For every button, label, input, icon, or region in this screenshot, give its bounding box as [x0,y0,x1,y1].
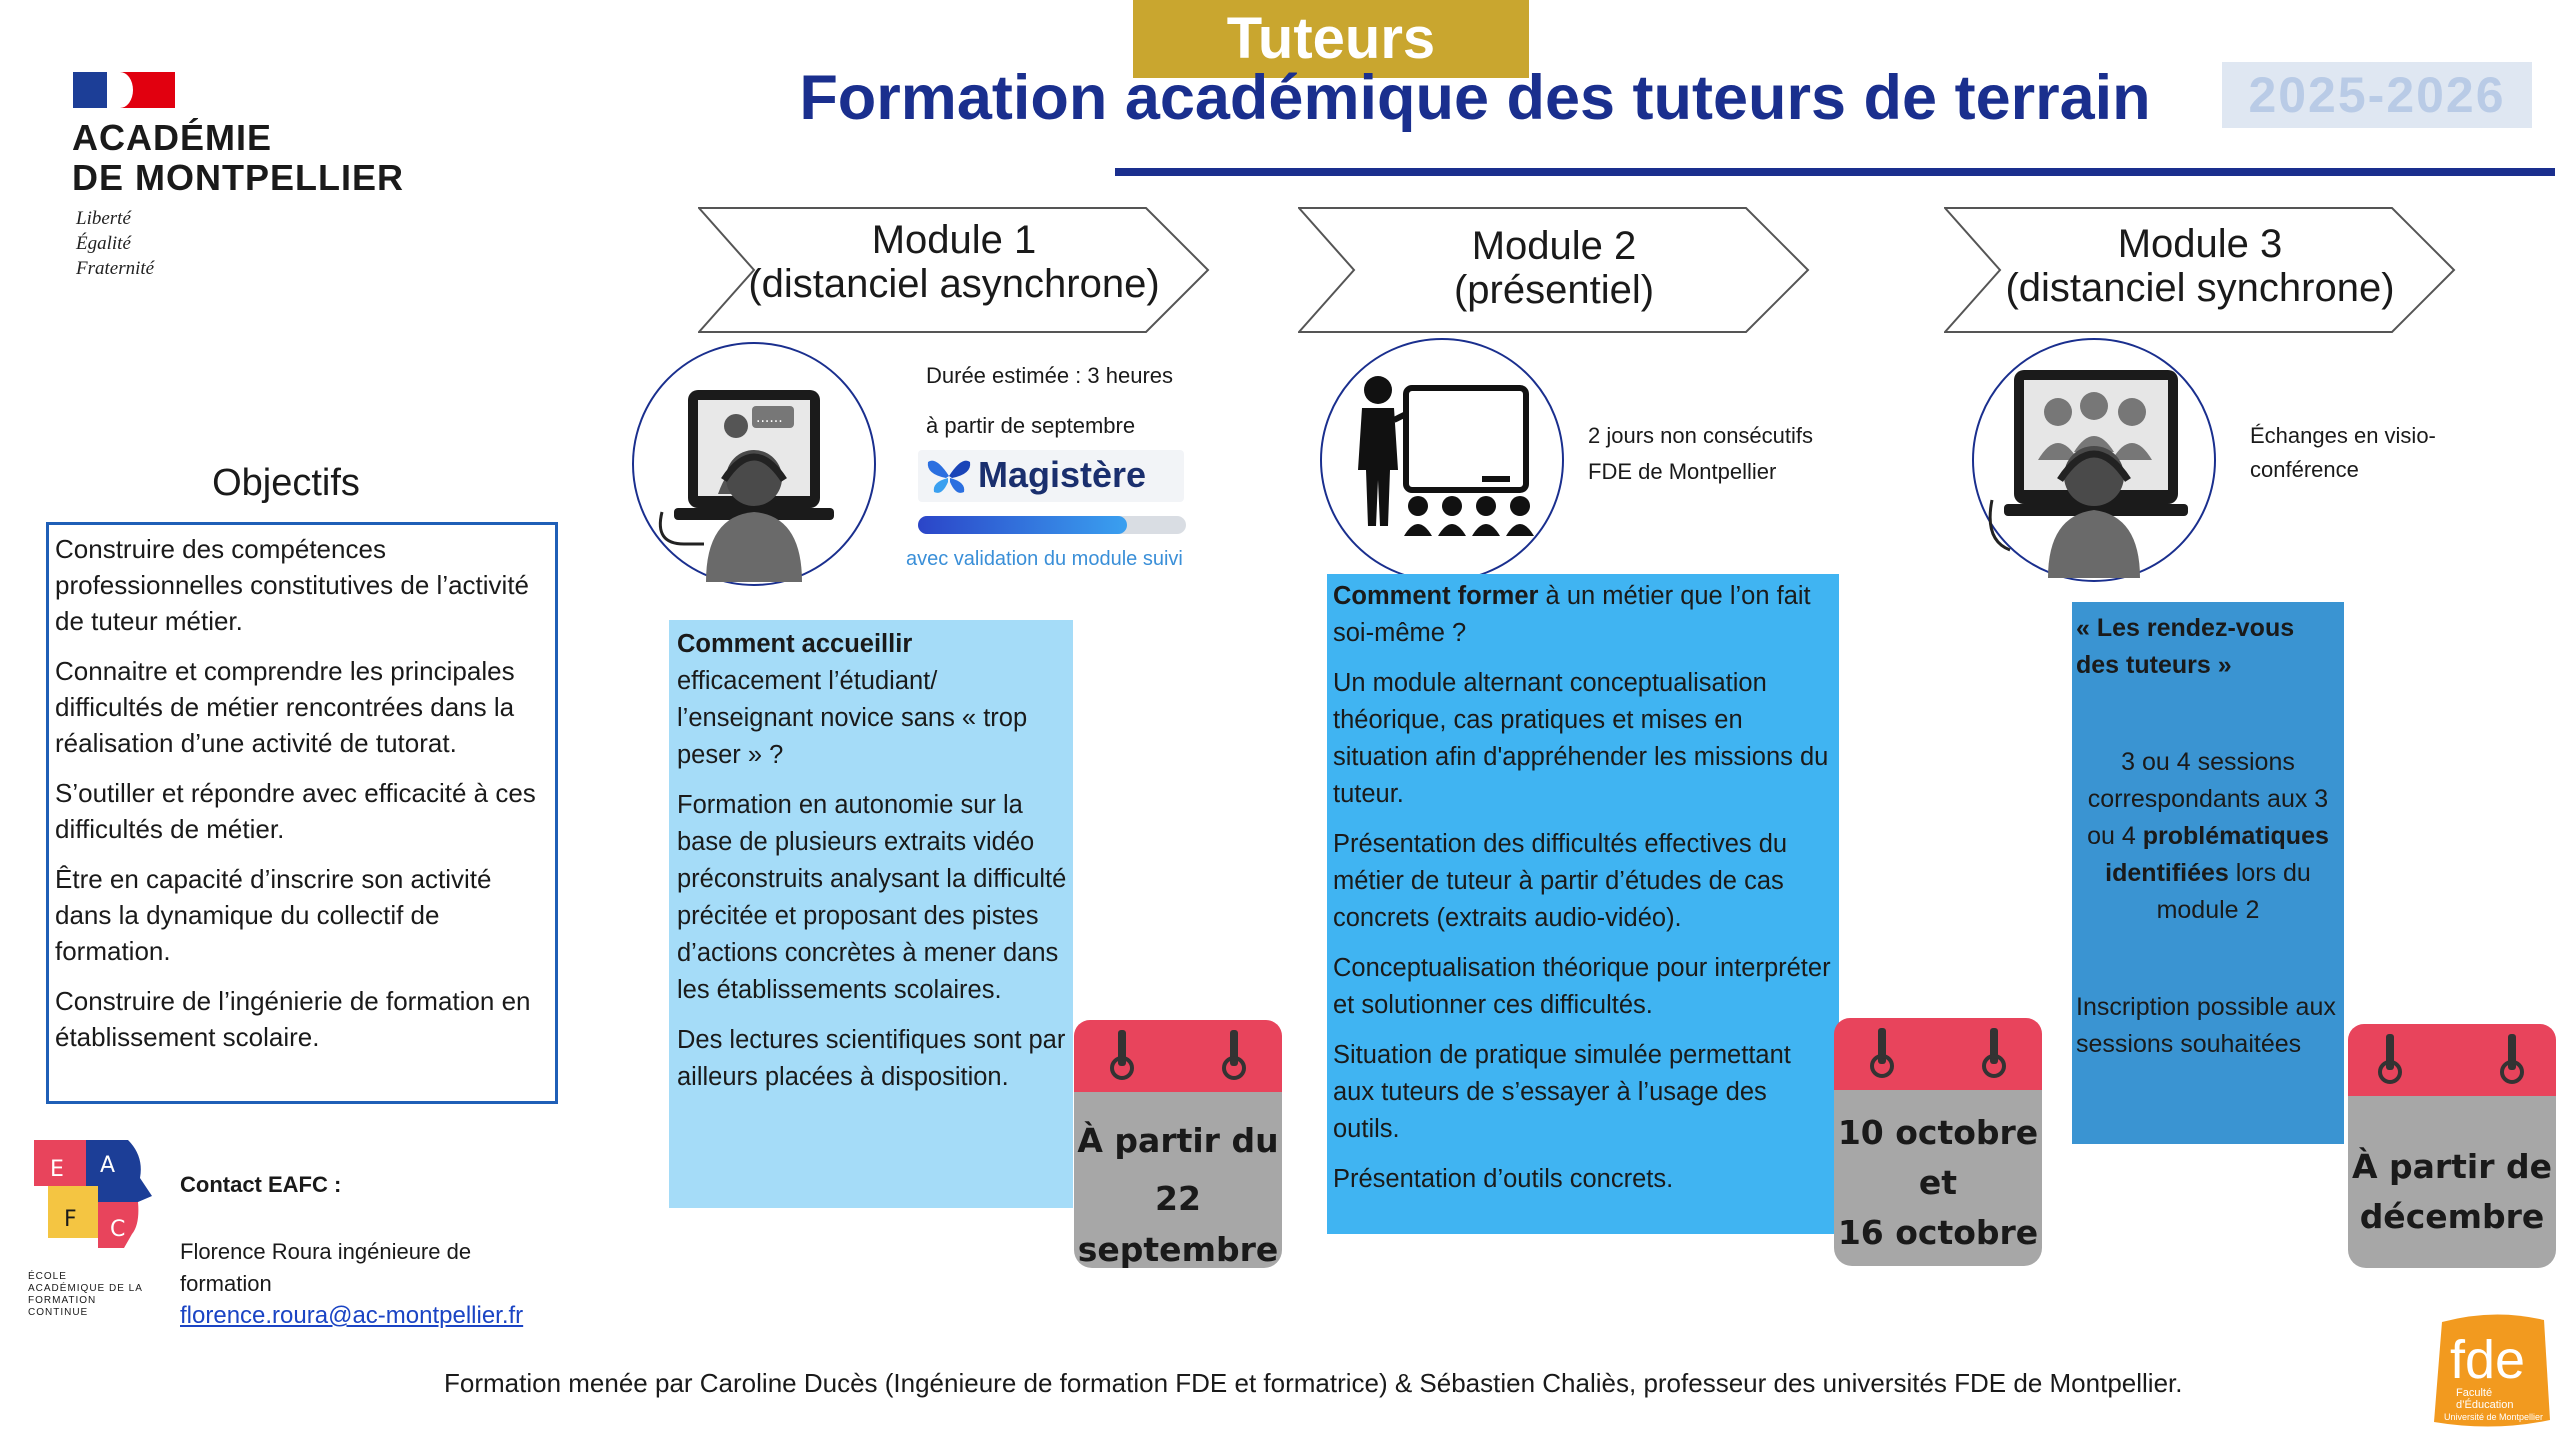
eafc-caption [28,1271,160,1319]
module1-content-box [669,620,1073,1208]
module1-start: à partir de septembre [926,413,1136,438]
contact-name: Florence Roura ingénieure de formation [180,1239,472,1296]
module2-paragraph: Présentation d’outils concrets. [1333,1165,1674,1193]
eafc-letter: C [110,1217,126,1242]
contact-title: Contact EAFC : [180,1172,342,1197]
module2-date-line: et [1918,1163,1958,1202]
module3-content-box [2072,602,2344,1144]
objectif-item: Construire de l’ingénierie de formation en établissement scolaire. [55,986,531,1052]
module3-lead-bold: « Les rendez-vous des tuteurs » [2076,614,2295,679]
module2-illustration [1320,338,1564,582]
calendar-ring-icon [1980,1028,2008,1080]
module3-format-2: conférence [2250,457,2359,482]
module3-date-text [2348,1142,2556,1242]
module3-chevron [1944,206,2456,334]
eafc-letter: F [64,1207,77,1232]
calendar-ring-icon [2498,1034,2526,1086]
module3-date-calendar [2348,1024,2556,1268]
module1-date-text [1074,1112,1282,1272]
marianne-flag-blue [73,72,107,108]
module3-date-line: décembre [2359,1197,2545,1236]
module2-paragraph: Présentation des difficultés effectives du métier de tuteur à partir d’études de cas concrets (extraits audio-vidéo). [1333,830,1788,932]
module2-paragraph: Situation de pratique simulée permettant aux tuteurs de s’essayer à l’usage des outils. [1333,1041,1791,1143]
calendar-header [1834,1018,2042,1090]
module2-date-line: 16 octobre [1837,1213,2039,1252]
marianne-profile [107,72,133,108]
module1-lead [677,626,1067,774]
republic-motto [76,206,154,281]
motto-fraternite: Fraternité [76,258,155,279]
module1-lead-rest: efficacement l’étudiant/ l’enseignant novice sans « trop peser » ? [677,667,1028,769]
objectif-item: Construire des compétences professionnelles constitutives de l’activité de tuteur métier. [55,534,530,636]
module3-lead [2076,610,2340,684]
eafc-caption-line: ÉCOLE [28,1271,67,1282]
module1-lead-bold: Comment accueillir [677,630,913,658]
module1-date-line: À partir du [1077,1121,1279,1160]
objectif-item: Être en capacité d’inscrire son activité dans la dynamique du collectif de formation. [55,864,492,966]
module2-paragraph: Un module alternant conceptualisation théorique, cas pratiques et mises en situation afin d'appréhender les missions du tuteur. [1333,669,1829,808]
calendar-ring-icon [2376,1034,2404,1086]
magistere-logo [918,450,1184,502]
module2-lead-rest: à un métier que l’on fait soi-même ? [1333,582,1811,647]
module2-date-line: 10 octobre [1837,1113,2039,1152]
module2-paragraph: Conceptualisation théorique pour interpréter et solutionner ces difficultés. [1333,954,1831,1019]
module1-duration: Durée estimée : 3 heures [926,363,1174,388]
videoconference-icon [1974,340,2214,580]
calendar-ring-icon [1108,1030,1136,1082]
module2-date-text [1834,1108,2042,1258]
academie-logo-text [72,118,404,198]
objectifs-box [46,522,558,1104]
module3-illustration [1972,338,2216,582]
svg-text:......: ...... [756,410,783,426]
eafc-caption-line: CONTINUE [28,1307,89,1318]
module1-illustration [632,342,876,586]
module3-date-line: À partir de [2351,1147,2553,1186]
module1-subtitle: (distanciel asynchrone) [748,262,1160,306]
module1-paragraph: Des lectures scientifiques sont par ailleurs placées à disposition. [677,1026,1066,1091]
eafc-letter: A [100,1153,116,1178]
module1-date-calendar [1074,1020,1282,1268]
module1-validation-note: avec validation du module suivi [906,548,1183,570]
eafc-logo [28,1136,160,1322]
module2-lead-bold: Comment former [1333,582,1539,610]
magistere-name: Magistère [978,454,1147,495]
progress-fill [918,516,1127,534]
academie-line2: DE MONTPELLIER [72,157,405,198]
motto-egalite: Égalité [76,233,131,254]
module2-date-calendar [1834,1018,2042,1266]
module1-paragraph: Formation en autonomie sur la base de plusieurs extraits vidéo préconstruits analysant la difficulté précitée et proposant des pistes d’actions concrètes à mener dans les établissements scolaires. [677,791,1067,1004]
title-underline [1115,168,2555,176]
fde-wordmark: fde [2450,1330,2526,1390]
fde-logo [2424,1308,2554,1432]
module1-title: Module 1 [871,218,1037,262]
page-title: Formation académique des tuteurs de terrain [799,63,2151,133]
module3-inscription: Inscription possible aux sessions souhaitées [2076,993,2336,1058]
fde-logo-mark [2424,1308,2554,1432]
module1-chevron [698,206,1210,334]
calendar-header [1074,1020,1282,1092]
module2-subtitle: (présentiel) [1453,268,1655,312]
module2-lead [1333,578,1833,652]
academie-line1: ACADÉMIE [72,117,273,158]
fde-caption: Faculté [2456,1387,2493,1399]
fde-caption: d’Éducation [2456,1399,2514,1411]
module3-sessions-post: lors du module 2 [2156,859,2311,924]
module3-subtitle: (distanciel synchrone) [2005,266,2395,310]
module2-place: FDE de Montpellier [1588,459,1777,484]
eafc-caption-line: ACADÉMIQUE DE LA [28,1283,143,1294]
module3-format-1: Échanges en visio- [2250,423,2436,448]
year-badge: 2025-2026 [2222,62,2532,128]
module2-title: Module 2 [1471,224,1637,268]
module2-days: 2 jours non consécutifs [1588,423,1814,448]
module1-date-line: 22 [1155,1179,1201,1218]
butterfly-icon [926,456,972,496]
objectif-item: S’outiller et répondre avec efficacité à ces difficultés de métier. [55,778,536,844]
puzzle-head-icon [28,1136,160,1266]
module3-sessions [2076,744,2340,929]
motto-liberte: Liberté [76,208,131,229]
module2-content-box [1327,574,1839,1234]
eafc-letter: E [50,1157,64,1182]
module2-chevron [1298,206,1810,334]
objectifs-title: Objectifs [212,462,360,504]
module3-sessions-bold: problématiques identifiées [2105,822,2329,887]
calendar-ring-icon [1868,1028,1896,1080]
objectif-item: Connaitre et comprendre les principales difficultés de métier rencontrées dans la réalisation d’une activité de tutorat. [55,656,515,758]
module3-sessions-pre: 3 ou 4 sessions correspondants aux 3 ou 4 [2087,748,2329,850]
module3-title: Module 3 [2117,222,2283,266]
video-learning-icon [634,344,874,584]
module1-progress-bar [918,516,1186,534]
eafc-caption-line: FORMATION [28,1295,97,1306]
tuteurs-tag: Tuteurs [1133,0,1529,78]
footer-credits: Formation menée par Caroline Ducès (Ingénieure de formation FDE et formatrice) & Sébastien Chaliès, professeur des universités FDE de Montpellier. [444,1368,2183,1398]
calendar-ring-icon [1220,1030,1248,1082]
contact-email-link[interactable]: florence.roura@ac-montpellier.fr [180,1302,524,1329]
module1-date-line: septembre [1077,1230,1279,1269]
teacher-board-icon [1322,340,1562,580]
fde-caption: Université de Montpellier [2444,1412,2544,1422]
